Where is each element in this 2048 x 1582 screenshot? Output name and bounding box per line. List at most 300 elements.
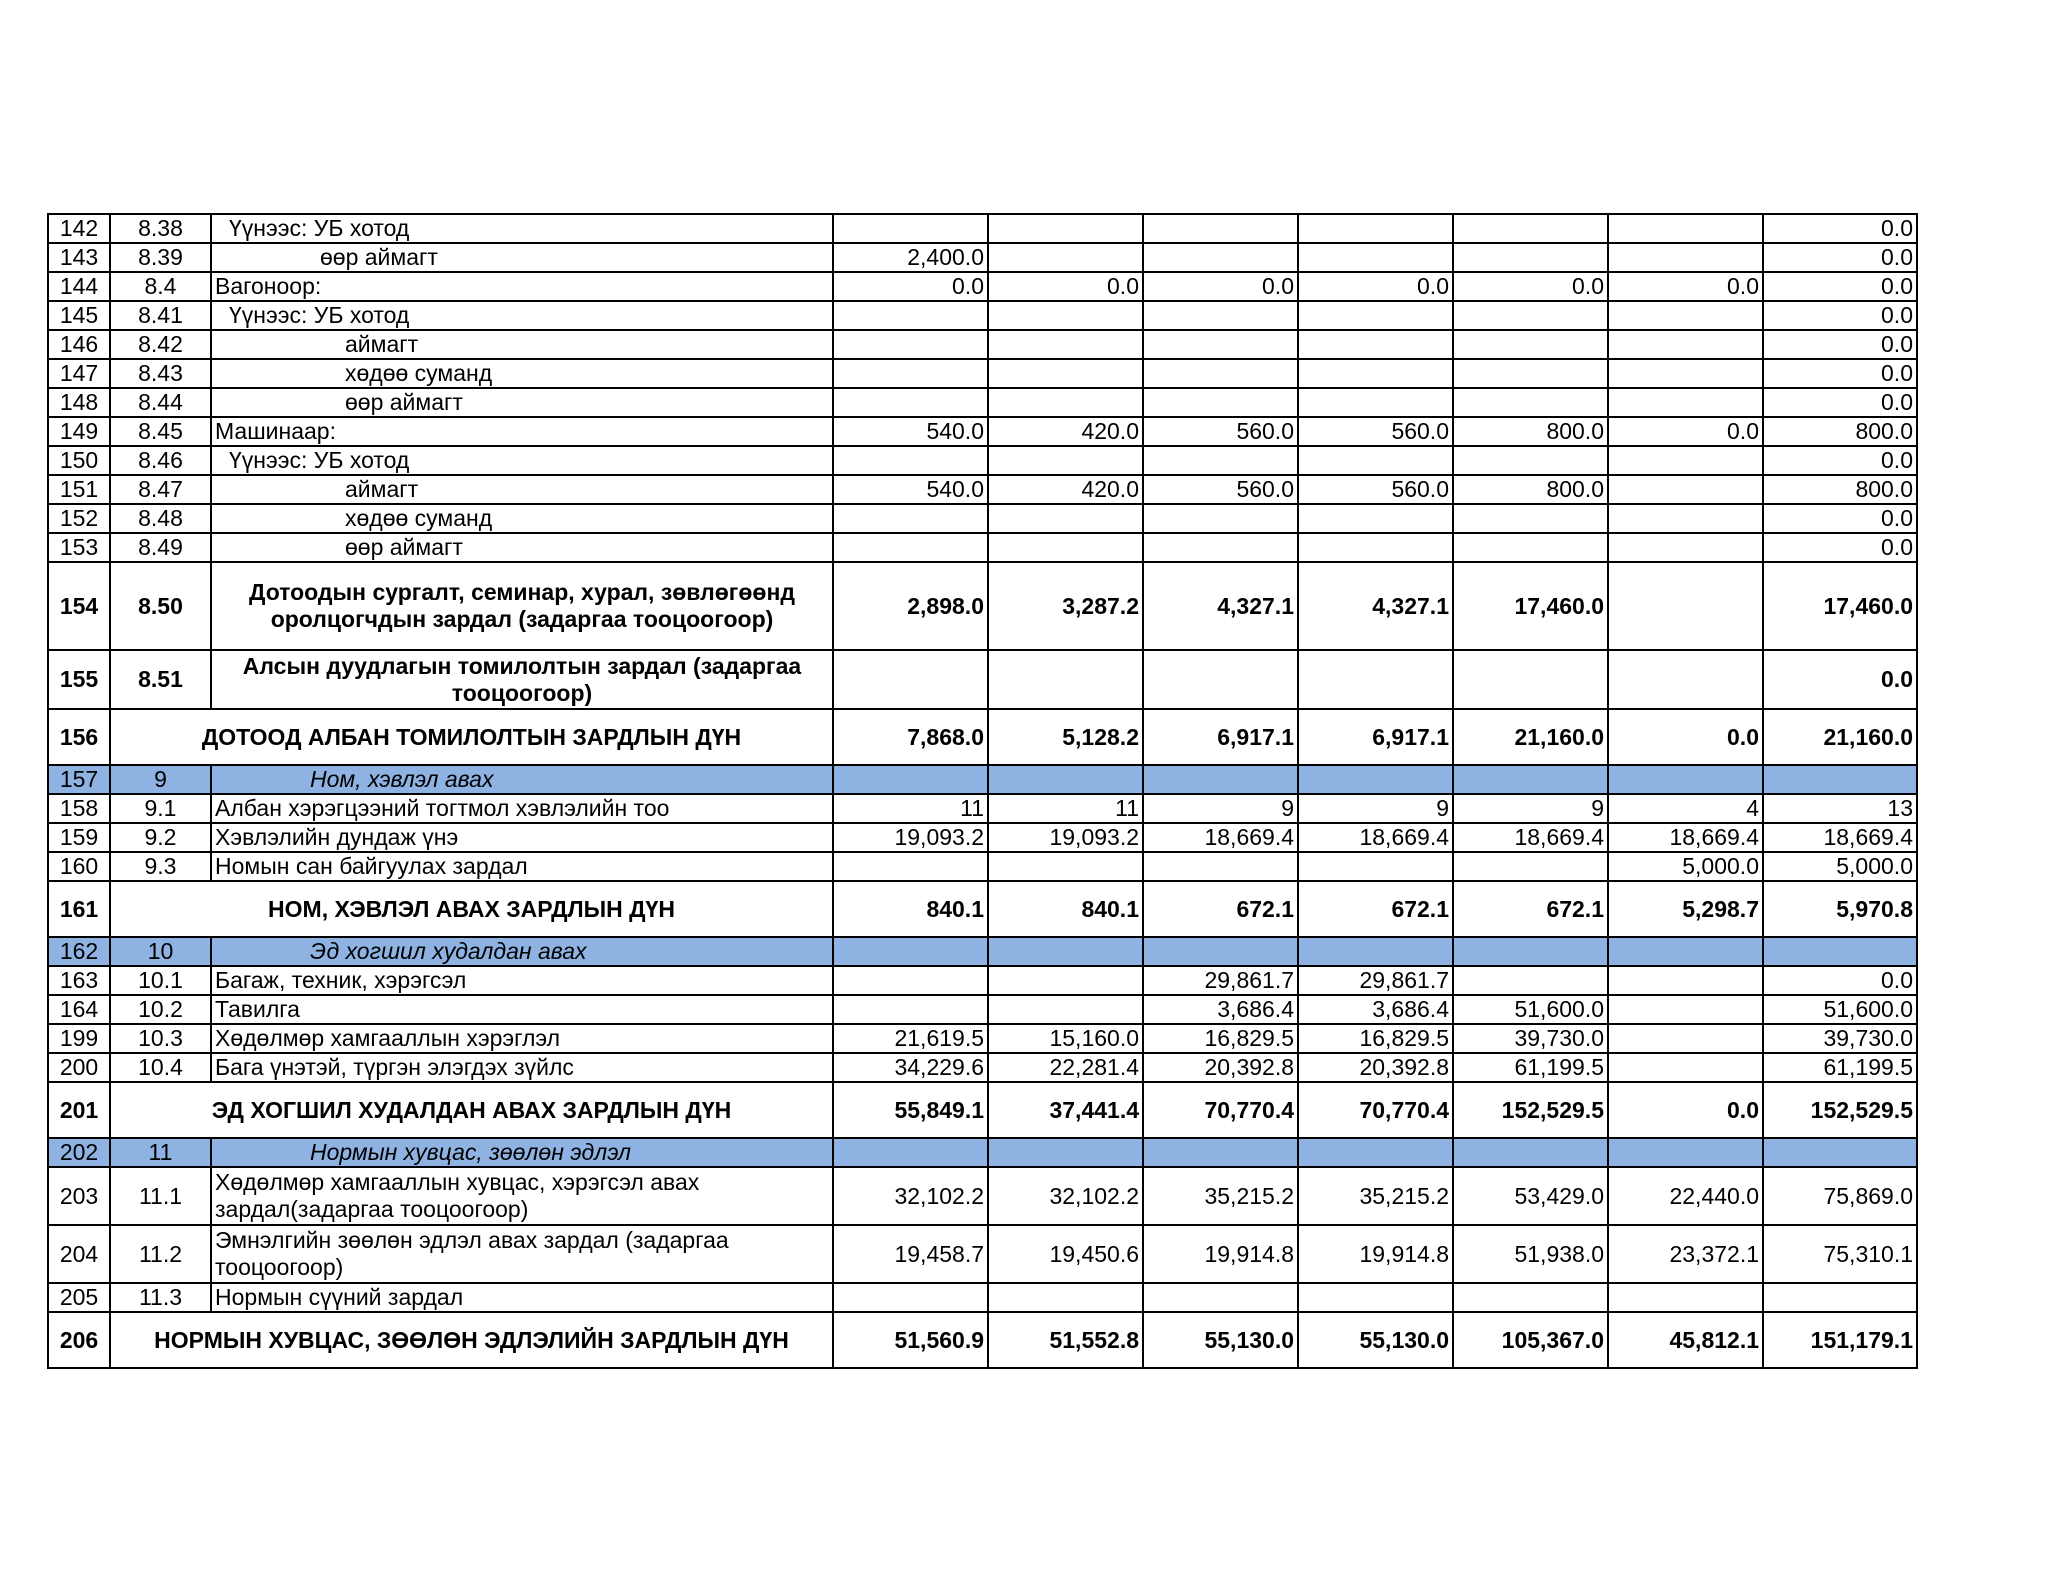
table-row xyxy=(48,214,1917,243)
value-cell xyxy=(1608,1283,1763,1312)
value-cell xyxy=(833,388,988,417)
description-cell xyxy=(211,937,833,966)
value-cell: 32,102.2 xyxy=(988,1167,1143,1225)
value-cell xyxy=(833,504,988,533)
value-cell xyxy=(988,359,1143,388)
value-cell: 70,770.4 xyxy=(1143,1082,1298,1138)
value-cell: 540.0 xyxy=(833,475,988,504)
value-cell xyxy=(833,446,988,475)
value-cell xyxy=(1763,765,1917,794)
value-cell xyxy=(1608,446,1763,475)
value-cell: 21,160.0 xyxy=(1763,709,1917,765)
value-cell: 560.0 xyxy=(1143,475,1298,504)
row-number-cell: 201 xyxy=(48,1082,110,1138)
value-cell xyxy=(1453,330,1608,359)
description-cell xyxy=(211,475,833,504)
description-text: Албан хэрэгцээний тогтмол хэвлэлийн тоо xyxy=(215,795,670,821)
description-text: Хөдөлмөр хамгааллын хувцас, хэрэгсэл авах зардал(задаргаа тооцоогоор) xyxy=(215,1169,700,1222)
value-cell: 11 xyxy=(833,794,988,823)
value-cell: 0.0 xyxy=(1763,330,1917,359)
value-cell: 35,215.2 xyxy=(1298,1167,1453,1225)
total-label-cell: ДОТООД АЛБАН ТОМИЛОЛТЫН ЗАРДЛЫН ДҮН xyxy=(110,709,833,765)
item-code-cell: 8.49 xyxy=(110,533,211,562)
value-cell: 7,868.0 xyxy=(833,709,988,765)
value-cell: 0.0 xyxy=(1763,650,1917,709)
value-cell: 20,392.8 xyxy=(1298,1053,1453,1082)
description-cell xyxy=(211,966,833,995)
row-number-cell: 145 xyxy=(48,301,110,330)
value-cell xyxy=(1143,388,1298,417)
value-cell: 800.0 xyxy=(1453,475,1608,504)
item-code-cell: 8.38 xyxy=(110,214,211,243)
value-cell xyxy=(1608,301,1763,330)
total-label-cell: НОМ, ХЭВЛЭЛ АВАХ ЗАРДЛЫН ДҮН xyxy=(110,881,833,937)
value-cell: 0.0 xyxy=(1763,243,1917,272)
description-text: Хөдөлмөр хамгааллын хэрэглэл xyxy=(215,1025,561,1051)
value-cell xyxy=(1453,1283,1608,1312)
value-cell: 23,372.1 xyxy=(1608,1225,1763,1283)
description-text: Вагоноор: xyxy=(215,273,322,299)
value-cell xyxy=(1453,504,1608,533)
value-cell xyxy=(1143,765,1298,794)
value-cell: 0.0 xyxy=(988,272,1143,301)
value-cell xyxy=(1298,533,1453,562)
value-cell xyxy=(1453,301,1608,330)
value-cell xyxy=(1143,359,1298,388)
value-cell: 18,669.4 xyxy=(1298,823,1453,852)
value-cell: 29,861.7 xyxy=(1143,966,1298,995)
value-cell: 6,917.1 xyxy=(1298,709,1453,765)
table-row xyxy=(48,881,1917,937)
value-cell xyxy=(833,650,988,709)
value-cell: 560.0 xyxy=(1298,475,1453,504)
row-number-cell: 156 xyxy=(48,709,110,765)
table-row xyxy=(48,504,1917,533)
value-cell: 0.0 xyxy=(1763,504,1917,533)
description-text: өөр аймагт xyxy=(345,534,463,560)
value-cell: 540.0 xyxy=(833,417,988,446)
description-cell xyxy=(211,1225,833,1283)
value-cell: 840.1 xyxy=(988,881,1143,937)
item-code-cell: 8.4 xyxy=(110,272,211,301)
description-cell xyxy=(211,504,833,533)
value-cell xyxy=(1453,446,1608,475)
description-cell xyxy=(211,765,833,794)
value-cell xyxy=(1143,446,1298,475)
description-cell xyxy=(211,533,833,562)
table-row xyxy=(48,533,1917,562)
row-number-cell: 163 xyxy=(48,966,110,995)
value-cell xyxy=(1143,1283,1298,1312)
value-cell: 151,179.1 xyxy=(1763,1312,1917,1368)
description-cell xyxy=(211,359,833,388)
total-label-cell: ЭД ХОГШИЛ ХУДАЛДАН АВАХ ЗАРДЛЫН ДҮН xyxy=(110,1082,833,1138)
value-cell: 3,686.4 xyxy=(1143,995,1298,1024)
value-cell xyxy=(988,504,1143,533)
value-cell: 17,460.0 xyxy=(1453,562,1608,650)
table-row xyxy=(48,1082,1917,1138)
value-cell xyxy=(1608,966,1763,995)
table-row xyxy=(48,966,1917,995)
row-number-cell: 157 xyxy=(48,765,110,794)
value-cell: 5,128.2 xyxy=(988,709,1143,765)
value-cell xyxy=(833,214,988,243)
value-cell: 0.0 xyxy=(1608,1082,1763,1138)
value-cell: 55,849.1 xyxy=(833,1082,988,1138)
value-cell xyxy=(1453,937,1608,966)
value-cell: 9 xyxy=(1453,794,1608,823)
description-text: Эмнэлгийн зөөлөн эдлэл авах зардал (задаргаа тооцоогоор) xyxy=(215,1227,729,1280)
value-cell xyxy=(833,937,988,966)
table-row xyxy=(48,995,1917,1024)
value-cell: 0.0 xyxy=(1763,966,1917,995)
value-cell xyxy=(1298,1138,1453,1167)
value-cell xyxy=(1608,1138,1763,1167)
value-cell xyxy=(833,1138,988,1167)
value-cell: 20,392.8 xyxy=(1143,1053,1298,1082)
row-number-cell: 164 xyxy=(48,995,110,1024)
value-cell xyxy=(833,330,988,359)
description-text: Нормын сүүний зардал xyxy=(215,1284,464,1310)
row-number-cell: 162 xyxy=(48,937,110,966)
value-cell: 29,861.7 xyxy=(1298,966,1453,995)
table-row xyxy=(48,823,1917,852)
item-code-cell: 8.50 xyxy=(110,562,211,650)
value-cell: 18,669.4 xyxy=(1763,823,1917,852)
value-cell xyxy=(1608,330,1763,359)
description-text: өөр аймагт xyxy=(345,389,463,415)
value-cell: 19,093.2 xyxy=(988,823,1143,852)
item-code-cell: 8.48 xyxy=(110,504,211,533)
table-row xyxy=(48,765,1917,794)
table-row xyxy=(48,446,1917,475)
value-cell: 560.0 xyxy=(1143,417,1298,446)
budget-table xyxy=(47,213,1918,1369)
value-cell: 37,441.4 xyxy=(988,1082,1143,1138)
value-cell xyxy=(1453,1138,1608,1167)
row-number-cell: 153 xyxy=(48,533,110,562)
value-cell xyxy=(988,1138,1143,1167)
item-code-cell: 11.1 xyxy=(110,1167,211,1225)
description-cell xyxy=(211,1053,833,1082)
value-cell xyxy=(1298,852,1453,881)
value-cell: 6,917.1 xyxy=(1143,709,1298,765)
description-cell xyxy=(211,852,833,881)
table-row xyxy=(48,301,1917,330)
value-cell: 32,102.2 xyxy=(833,1167,988,1225)
value-cell: 105,367.0 xyxy=(1453,1312,1608,1368)
value-cell xyxy=(833,995,988,1024)
row-number-cell: 148 xyxy=(48,388,110,417)
description-text: Ном, хэвлэл авах xyxy=(310,766,494,792)
value-cell: 55,130.0 xyxy=(1143,1312,1298,1368)
value-cell: 51,600.0 xyxy=(1453,995,1608,1024)
table-row xyxy=(48,1024,1917,1053)
item-code-cell: 8.43 xyxy=(110,359,211,388)
description-text: Машинаар: xyxy=(215,418,336,444)
value-cell xyxy=(1298,1283,1453,1312)
table-row xyxy=(48,794,1917,823)
table-row xyxy=(48,475,1917,504)
value-cell: 51,938.0 xyxy=(1453,1225,1608,1283)
value-cell xyxy=(1608,1053,1763,1082)
table-row xyxy=(48,650,1917,709)
value-cell xyxy=(988,533,1143,562)
value-cell xyxy=(988,650,1143,709)
value-cell: 22,281.4 xyxy=(988,1053,1143,1082)
value-cell xyxy=(988,995,1143,1024)
description-cell xyxy=(211,823,833,852)
description-cell xyxy=(211,1138,833,1167)
item-code-cell: 8.51 xyxy=(110,650,211,709)
row-number-cell: 152 xyxy=(48,504,110,533)
value-cell xyxy=(1453,359,1608,388)
value-cell xyxy=(833,852,988,881)
table-row xyxy=(48,937,1917,966)
item-code-cell: 8.41 xyxy=(110,301,211,330)
value-cell: 152,529.5 xyxy=(1763,1082,1917,1138)
description-cell xyxy=(211,243,833,272)
value-cell: 152,529.5 xyxy=(1453,1082,1608,1138)
value-cell xyxy=(1608,359,1763,388)
description-text: аймагт xyxy=(345,331,419,357)
table-row xyxy=(48,272,1917,301)
value-cell xyxy=(988,388,1143,417)
row-number-cell: 147 xyxy=(48,359,110,388)
description-cell xyxy=(211,650,833,709)
value-cell xyxy=(1143,504,1298,533)
value-cell: 39,730.0 xyxy=(1453,1024,1608,1053)
value-cell: 0.0 xyxy=(1763,301,1917,330)
value-cell: 420.0 xyxy=(988,475,1143,504)
value-cell: 17,460.0 xyxy=(1763,562,1917,650)
value-cell: 5,000.0 xyxy=(1763,852,1917,881)
value-cell xyxy=(1298,243,1453,272)
item-code-cell: 8.47 xyxy=(110,475,211,504)
description-cell xyxy=(211,388,833,417)
value-cell: 11 xyxy=(988,794,1143,823)
value-cell: 51,552.8 xyxy=(988,1312,1143,1368)
value-cell xyxy=(1608,937,1763,966)
value-cell xyxy=(1608,243,1763,272)
value-cell: 75,310.1 xyxy=(1763,1225,1917,1283)
description-text: Эд хогшил худалдан авах xyxy=(310,938,587,964)
description-text: хөдөө суманд xyxy=(345,505,493,531)
row-number-cell: 158 xyxy=(48,794,110,823)
description-cell xyxy=(211,446,833,475)
value-cell xyxy=(988,214,1143,243)
value-cell: 19,450.6 xyxy=(988,1225,1143,1283)
description-text: аймагт xyxy=(345,476,419,502)
value-cell xyxy=(1298,504,1453,533)
value-cell: 13 xyxy=(1763,794,1917,823)
value-cell: 15,160.0 xyxy=(988,1024,1143,1053)
value-cell: 4,327.1 xyxy=(1298,562,1453,650)
table-row xyxy=(48,1053,1917,1082)
value-cell: 0.0 xyxy=(1608,709,1763,765)
item-code-cell: 11.2 xyxy=(110,1225,211,1283)
value-cell: 0.0 xyxy=(1763,533,1917,562)
item-code-cell: 8.46 xyxy=(110,446,211,475)
description-text: Үүнээс: УБ хотод xyxy=(229,302,410,328)
description-cell xyxy=(211,1167,833,1225)
value-cell: 39,730.0 xyxy=(1763,1024,1917,1053)
row-number-cell: 159 xyxy=(48,823,110,852)
value-cell: 18,669.4 xyxy=(1453,823,1608,852)
value-cell: 9 xyxy=(1298,794,1453,823)
value-cell xyxy=(1608,650,1763,709)
row-number-cell: 205 xyxy=(48,1283,110,1312)
value-cell: 35,215.2 xyxy=(1143,1167,1298,1225)
value-cell xyxy=(1453,765,1608,794)
item-code-cell: 11.3 xyxy=(110,1283,211,1312)
value-cell xyxy=(1453,852,1608,881)
value-cell xyxy=(1143,330,1298,359)
item-code-cell: 10.1 xyxy=(110,966,211,995)
description-text: Нормын хувцас, зөөлөн эдлэл xyxy=(310,1139,632,1165)
value-cell xyxy=(833,301,988,330)
item-code-cell: 8.44 xyxy=(110,388,211,417)
value-cell xyxy=(988,966,1143,995)
description-text: Үүнээс: УБ хотод xyxy=(229,215,410,241)
description-text: Багаж, техник, хэрэгсэл xyxy=(215,967,467,993)
description-text: Үүнээс: УБ хотод xyxy=(229,447,410,473)
row-number-cell: 200 xyxy=(48,1053,110,1082)
description-cell xyxy=(211,301,833,330)
value-cell xyxy=(1608,475,1763,504)
value-cell: 672.1 xyxy=(1143,881,1298,937)
row-number-cell: 150 xyxy=(48,446,110,475)
value-cell xyxy=(1298,765,1453,794)
value-cell: 672.1 xyxy=(1453,881,1608,937)
value-cell xyxy=(1453,214,1608,243)
description-cell xyxy=(211,1024,833,1053)
value-cell: 18,669.4 xyxy=(1143,823,1298,852)
row-number-cell: 203 xyxy=(48,1167,110,1225)
value-cell xyxy=(1298,937,1453,966)
row-number-cell: 155 xyxy=(48,650,110,709)
description-cell xyxy=(211,330,833,359)
value-cell: 75,869.0 xyxy=(1763,1167,1917,1225)
value-cell: 0.0 xyxy=(1298,272,1453,301)
table-row xyxy=(48,1225,1917,1283)
value-cell: 21,619.5 xyxy=(833,1024,988,1053)
table-row xyxy=(48,330,1917,359)
description-text: өөр аймагт xyxy=(320,244,438,270)
value-cell xyxy=(833,765,988,794)
value-cell xyxy=(1453,388,1608,417)
total-label-cell: НОРМЫН ХУВЦАС, ЗӨӨЛӨН ЭДЛЭЛИЙН ЗАРДЛЫН ДҮН xyxy=(110,1312,833,1368)
description-cell xyxy=(211,1283,833,1312)
row-number-cell: 199 xyxy=(48,1024,110,1053)
table-row xyxy=(48,417,1917,446)
value-cell: 34,229.6 xyxy=(833,1053,988,1082)
value-cell xyxy=(1143,301,1298,330)
item-code-cell: 9.2 xyxy=(110,823,211,852)
value-cell xyxy=(1143,650,1298,709)
row-number-cell: 206 xyxy=(48,1312,110,1368)
value-cell: 2,400.0 xyxy=(833,243,988,272)
value-cell: 560.0 xyxy=(1298,417,1453,446)
row-number-cell: 142 xyxy=(48,214,110,243)
value-cell: 0.0 xyxy=(1763,446,1917,475)
value-cell xyxy=(1298,650,1453,709)
description-text: хөдөө суманд xyxy=(345,360,493,386)
value-cell: 51,600.0 xyxy=(1763,995,1917,1024)
value-cell: 672.1 xyxy=(1298,881,1453,937)
item-code-cell: 10.3 xyxy=(110,1024,211,1053)
item-code-cell: 10 xyxy=(110,937,211,966)
value-cell xyxy=(1608,504,1763,533)
value-cell xyxy=(988,765,1143,794)
value-cell: 800.0 xyxy=(1453,417,1608,446)
table-row xyxy=(48,1312,1917,1368)
value-cell: 61,199.5 xyxy=(1453,1053,1608,1082)
table-row xyxy=(48,709,1917,765)
value-cell xyxy=(1763,937,1917,966)
value-cell: 0.0 xyxy=(1763,359,1917,388)
table-row xyxy=(48,1138,1917,1167)
description-text: Бага үнэтэй, түргэн элэгдэх зүйлс xyxy=(215,1054,574,1080)
value-cell xyxy=(1608,388,1763,417)
row-number-cell: 154 xyxy=(48,562,110,650)
value-cell xyxy=(1143,852,1298,881)
description-cell xyxy=(211,417,833,446)
item-code-cell: 8.39 xyxy=(110,243,211,272)
description-text: Дотоодын сургалт, семинар, хурал, зөвлөгөөнд оролцогчдын зардал (задаргаа тооцоогоор) xyxy=(249,579,795,632)
description-cell xyxy=(211,272,833,301)
value-cell xyxy=(988,446,1143,475)
row-number-cell: 202 xyxy=(48,1138,110,1167)
description-text: Номын сан байгуулах зардал xyxy=(215,853,528,879)
value-cell: 0.0 xyxy=(1763,214,1917,243)
item-code-cell: 9.1 xyxy=(110,794,211,823)
row-number-cell: 144 xyxy=(48,272,110,301)
item-code-cell: 10.2 xyxy=(110,995,211,1024)
value-cell xyxy=(1143,243,1298,272)
value-cell xyxy=(1608,533,1763,562)
value-cell xyxy=(1608,214,1763,243)
value-cell: 16,829.5 xyxy=(1298,1024,1453,1053)
row-number-cell: 151 xyxy=(48,475,110,504)
value-cell: 16,829.5 xyxy=(1143,1024,1298,1053)
row-number-cell: 204 xyxy=(48,1225,110,1283)
value-cell xyxy=(1453,243,1608,272)
value-cell xyxy=(1298,388,1453,417)
value-cell xyxy=(988,243,1143,272)
value-cell xyxy=(1298,301,1453,330)
item-code-cell: 9 xyxy=(110,765,211,794)
value-cell xyxy=(1298,330,1453,359)
value-cell: 4 xyxy=(1608,794,1763,823)
table-row xyxy=(48,1167,1917,1225)
row-number-cell: 149 xyxy=(48,417,110,446)
value-cell xyxy=(1298,359,1453,388)
value-cell: 4,327.1 xyxy=(1143,562,1298,650)
value-cell: 0.0 xyxy=(1763,272,1917,301)
value-cell xyxy=(833,533,988,562)
value-cell xyxy=(1143,533,1298,562)
row-number-cell: 143 xyxy=(48,243,110,272)
item-code-cell: 8.42 xyxy=(110,330,211,359)
table-row xyxy=(48,388,1917,417)
value-cell: 800.0 xyxy=(1763,417,1917,446)
value-cell: 0.0 xyxy=(1763,388,1917,417)
value-cell xyxy=(1143,214,1298,243)
table-row xyxy=(48,243,1917,272)
value-cell: 800.0 xyxy=(1763,475,1917,504)
item-code-cell: 11 xyxy=(110,1138,211,1167)
